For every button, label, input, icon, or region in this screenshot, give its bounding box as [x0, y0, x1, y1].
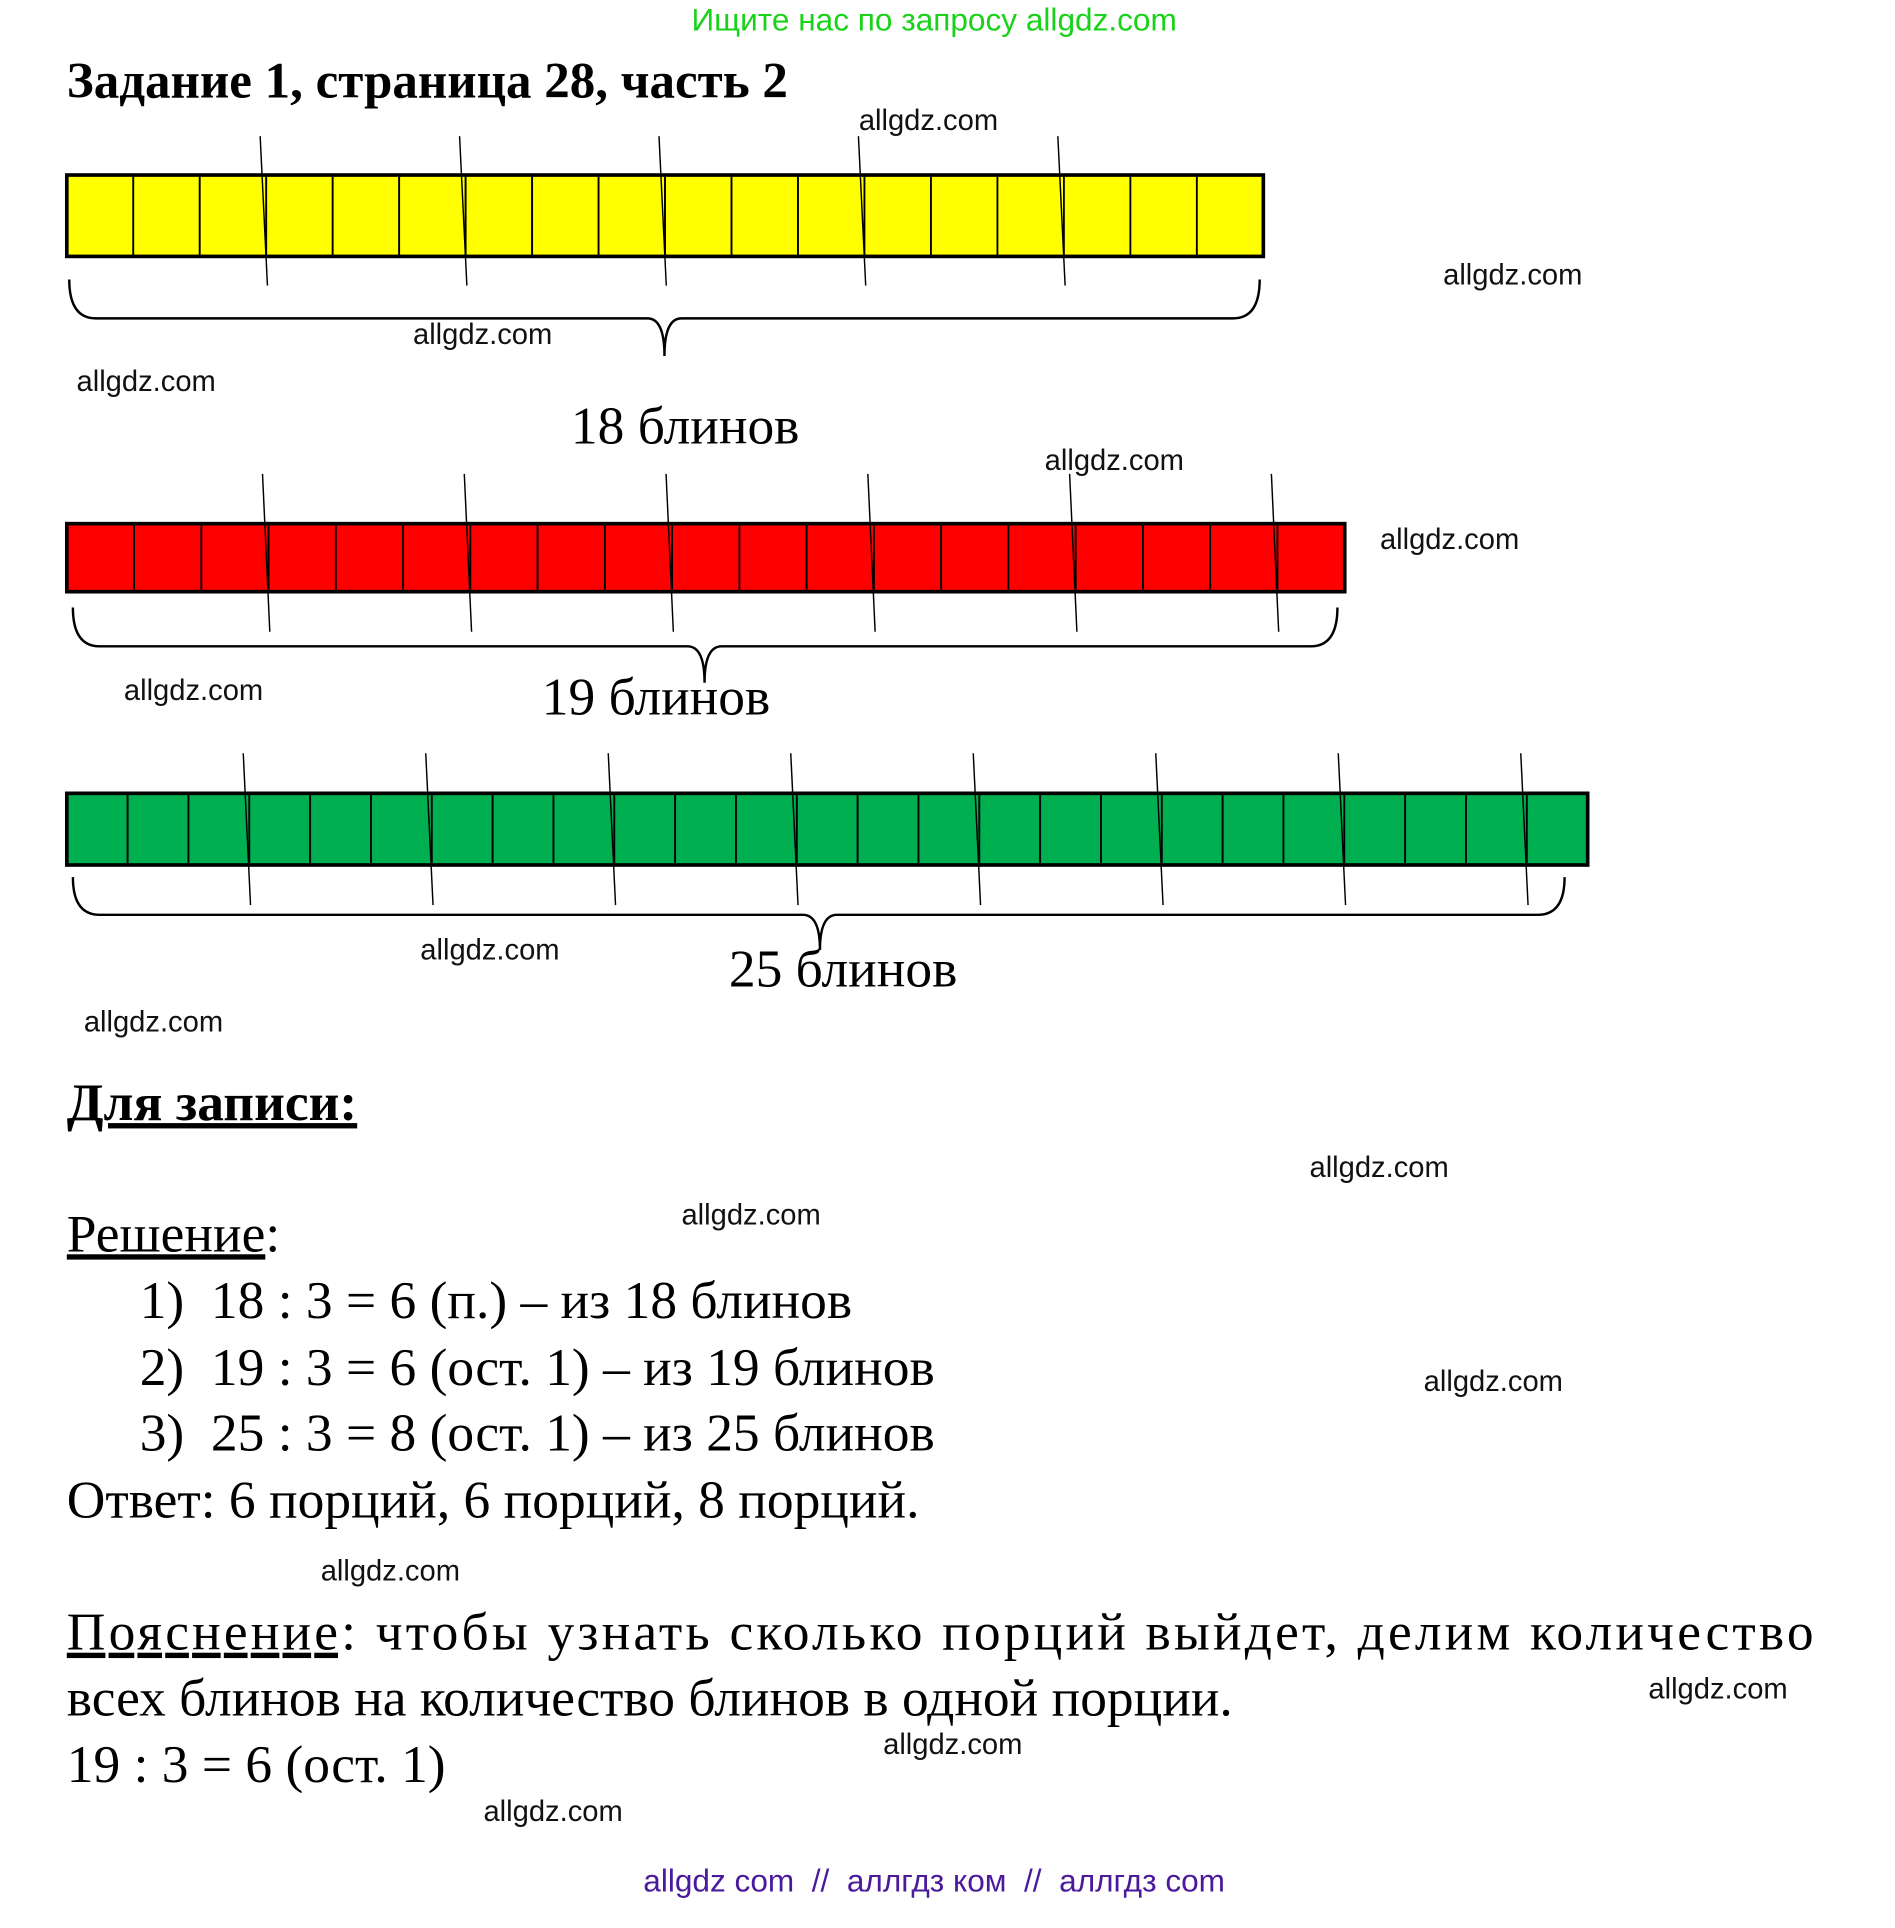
bar-cell — [739, 524, 806, 592]
bar-cell — [797, 793, 858, 865]
bar-cell — [310, 793, 371, 865]
bar-cell — [67, 175, 133, 256]
bar-label-25: 25 блинов — [728, 938, 958, 999]
bar-cell — [399, 175, 465, 256]
bar-cell — [798, 175, 864, 256]
watermark-text: allgdz.com — [883, 1729, 1023, 1762]
record-heading: Для записи: — [66, 1072, 358, 1133]
bar-cell — [466, 175, 532, 256]
bar-cell — [538, 524, 605, 592]
bar-cell — [470, 524, 537, 592]
watermark-text: allgdz.com — [76, 366, 216, 399]
bar-cell — [269, 524, 336, 592]
watermark-text: allgdz.com — [858, 105, 999, 138]
bar-cell — [1197, 175, 1263, 256]
watermark-text: allgdz.com — [123, 674, 264, 707]
bar-cell — [605, 524, 672, 592]
bar-cell — [1277, 524, 1344, 592]
bar-cell — [858, 793, 919, 865]
bar-cell — [665, 175, 731, 256]
bar-cell — [1527, 793, 1588, 865]
solution-step: 2) 19 : 3 = 6 (ост. 1) – из 19 блинов — [139, 1336, 935, 1397]
bar-cell — [732, 175, 798, 256]
bar-cell — [1162, 793, 1223, 865]
bar-cell — [1143, 524, 1210, 592]
watermark-text: allgdz.com — [1648, 1673, 1788, 1706]
bar-cell — [1064, 175, 1130, 256]
watermark-text: allgdz.com — [483, 1796, 623, 1829]
bar-diagram-18 — [67, 136, 1264, 356]
bar-cell — [1076, 524, 1143, 592]
bar-cell — [133, 175, 199, 256]
bar-cell — [672, 524, 739, 592]
bar-cell — [918, 793, 979, 865]
bar-cell — [1466, 793, 1527, 865]
bar-cell — [67, 524, 134, 592]
bar-diagram-19 — [67, 474, 1345, 683]
promo-header[interactable]: Ищите нас по запросу allgdz.com — [691, 1, 1177, 38]
bar-cell — [736, 793, 797, 865]
bar-cell — [614, 793, 675, 865]
watermark-text: allgdz.com — [1443, 259, 1583, 292]
bar-cell — [1101, 793, 1162, 865]
bar-cell — [807, 524, 874, 592]
bar-label-18: 18 блинов — [570, 395, 800, 456]
curly-brace — [69, 279, 1259, 356]
bar-cell — [1344, 793, 1405, 865]
bar-cell — [493, 793, 554, 865]
watermark-text: allgdz.com — [83, 1006, 224, 1039]
bar-cell — [200, 175, 266, 256]
solution-heading-label: Решение — [66, 1203, 266, 1264]
bar-cell — [979, 793, 1040, 865]
bar-cell — [188, 793, 249, 865]
bar-cell — [128, 793, 189, 865]
explanation-heading: Пояснение — [66, 1601, 339, 1662]
bar-cell — [201, 524, 268, 592]
bar-cell — [333, 175, 399, 256]
explanation-line-2: всех блинов на количество блинов в одной порции. — [66, 1667, 1233, 1728]
watermark-text: allgdz.com — [1379, 524, 1520, 557]
bar-cell — [1040, 793, 1101, 865]
watermark-text: allgdz.com — [420, 934, 560, 967]
bar-cell — [336, 524, 403, 592]
solution-step: 1) 18 : 3 = 6 (п.) – из 18 блинов — [139, 1270, 853, 1331]
explanation-text: : чтобы узнать сколько порций выйдет, делим количество — [341, 1601, 1814, 1662]
answer: Ответ: 6 порций, 6 порций, 8 порций. — [66, 1469, 920, 1530]
bar-cell — [134, 524, 201, 592]
watermark-text: allgdz.com — [413, 318, 553, 351]
bar-cell — [599, 175, 665, 256]
bar-cell — [997, 175, 1063, 256]
solution-heading: Решение: — [66, 1203, 281, 1264]
bar-cell — [1223, 793, 1284, 865]
bar-cell — [675, 793, 736, 865]
page-title: Задание 1, страница 28, часть 2 — [66, 53, 788, 110]
bar-cell — [1210, 524, 1277, 592]
watermark-text: allgdz.com — [1309, 1152, 1449, 1185]
bar-cell — [1405, 793, 1466, 865]
bar-cell — [266, 175, 332, 256]
bar-diagram-25 — [67, 753, 1588, 950]
bar-cell — [931, 175, 997, 256]
explanation-line-3: 19 : 3 = 6 (ост. 1) — [66, 1734, 446, 1795]
bar-cell — [553, 793, 614, 865]
bar-cell — [874, 524, 941, 592]
bar-cell — [864, 175, 930, 256]
bar-cell — [249, 793, 310, 865]
explanation-line-1 — [67, 1602, 1814, 1662]
watermark-text: allgdz.com — [1044, 445, 1184, 478]
bar-cell — [371, 793, 432, 865]
watermark-text: allgdz.com — [681, 1199, 821, 1232]
solution-step: 3) 25 : 3 = 8 (ост. 1) – из 25 блинов — [139, 1402, 935, 1463]
watermark-text: allgdz.com — [320, 1555, 460, 1588]
bar-cell — [1283, 793, 1344, 865]
bar-diagrams — [67, 136, 1588, 950]
watermark-text: allgdz.com — [1423, 1365, 1563, 1398]
bar-cell — [403, 524, 470, 592]
bar-cell — [432, 793, 493, 865]
bar-label-19: 19 блинов — [541, 666, 771, 727]
bar-cell — [532, 175, 598, 256]
footer-links[interactable]: allgdz com // аллгдз ком // аллгдз com — [643, 1862, 1225, 1899]
bar-cell — [941, 524, 1008, 592]
bar-cell — [1008, 524, 1075, 592]
bar-cell — [67, 793, 128, 865]
bar-cell — [1130, 175, 1196, 256]
